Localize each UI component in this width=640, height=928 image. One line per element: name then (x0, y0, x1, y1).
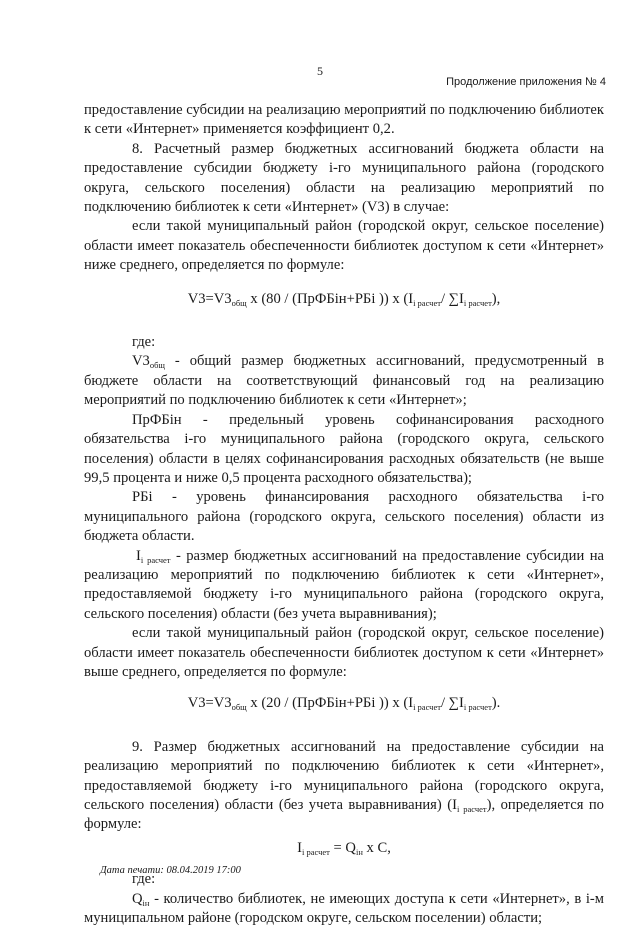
definition-rb: РБi - уровень финансирования расходного обязательства i-го муниципального района (городского округа, сельского поселения) области из бюджета области. (84, 489, 604, 545)
paragraph-9: 9. Размер бюджетных ассигнований на предоставление субсидии на реализацию мероприятий по подключению библиотек к сети «Интернет», предоставляемой бюджету i-го муниципального района (городского округа, сельского поселения) области (без учета выравнивания) $(I_{i расчет})$, определяется по формуле: (84, 738, 604, 833)
formula-below-average: $V3=V3_{общ}$ x (80 / (ПрФБiн+РБi )) x ($I_{i расчет}/$ $\sum I_{i расчет}$), (187, 290, 501, 308)
paragraph: если такой муниципальный район (городской округ, сельское поселение) области имеет показатель обеспеченности библиотек доступом к сети «Интернет» ниже среднего, определяется по формуле: (84, 218, 604, 274)
document-body (84, 101, 604, 928)
print-date: Дата печати: 08.04.2019 17:00 (100, 865, 241, 876)
page-number: 5 (317, 64, 323, 78)
definition-q: $Q_{iн}$ - количество библиотек, не имеющих доступа к сети «Интернет», в i-м муниципальном районе (городском округе, сельском поселении) области; (84, 890, 604, 927)
definition-i-raschet: $I_{i расчет}$ - размер бюджетных ассигнований на предоставление субсидии на реализацию мероприятий по подключению библиотек к сети «Интернет», предоставляемой бюджету i-го муниципального района (городского округа, сельского поселения) области (без учета выравнивания); (84, 547, 605, 622)
paragraph-8: 8. Расчетный размер бюджетных ассигнований бюджета области на предоставление субсидии бюджету i-го муниципального района (городского округа, сельского поселения) области на реализацию мероприятий по подключению библиотек к сети «Интернет» (V3) в случае: (84, 140, 604, 216)
paragraph: предоставление субсидии на реализацию мероприятий по подключению библиотек к сети «Интернет» применяется коэффициент 0,2. (84, 102, 604, 138)
formula-above-average: $V3=V3_{общ}$ x (20 / (ПрФБiн+РБi )) x ($I_{i расчет}/$ $\sum I_{i расчет}$). (187, 695, 501, 713)
paragraph: где: (132, 334, 156, 351)
paragraph: если такой муниципальный район (городской округ, сельское поселение) области имеет показатель обеспеченности библиотек доступом к сети «Интернет» выше среднего, определяется по формуле: (84, 625, 604, 680)
appendix-continuation: Продолжение приложения № 4 (446, 76, 606, 88)
paragraph: где: (132, 871, 156, 888)
definition-v3: $V3_{общ}$ - общий размер бюджетных ассигнований, предусмотренный в бюджете области на соответствующий финансовый год на реализацию мероприятий по подключению библиотек к сети «Интернет»; (84, 353, 604, 409)
formula-i-raschet: $I_{i расчет} = Q_{iн}$ x C, (297, 839, 391, 857)
definition-prfb: ПрФБiн - предельный уровень софинансирования расходного обязательства i-го муниципального района (городского округа, сельского поселения) области в целях софинансирования расходных обязательств (не выше 99,5 процента и ниже 0,5 процента расходного обязательства); (84, 411, 604, 486)
